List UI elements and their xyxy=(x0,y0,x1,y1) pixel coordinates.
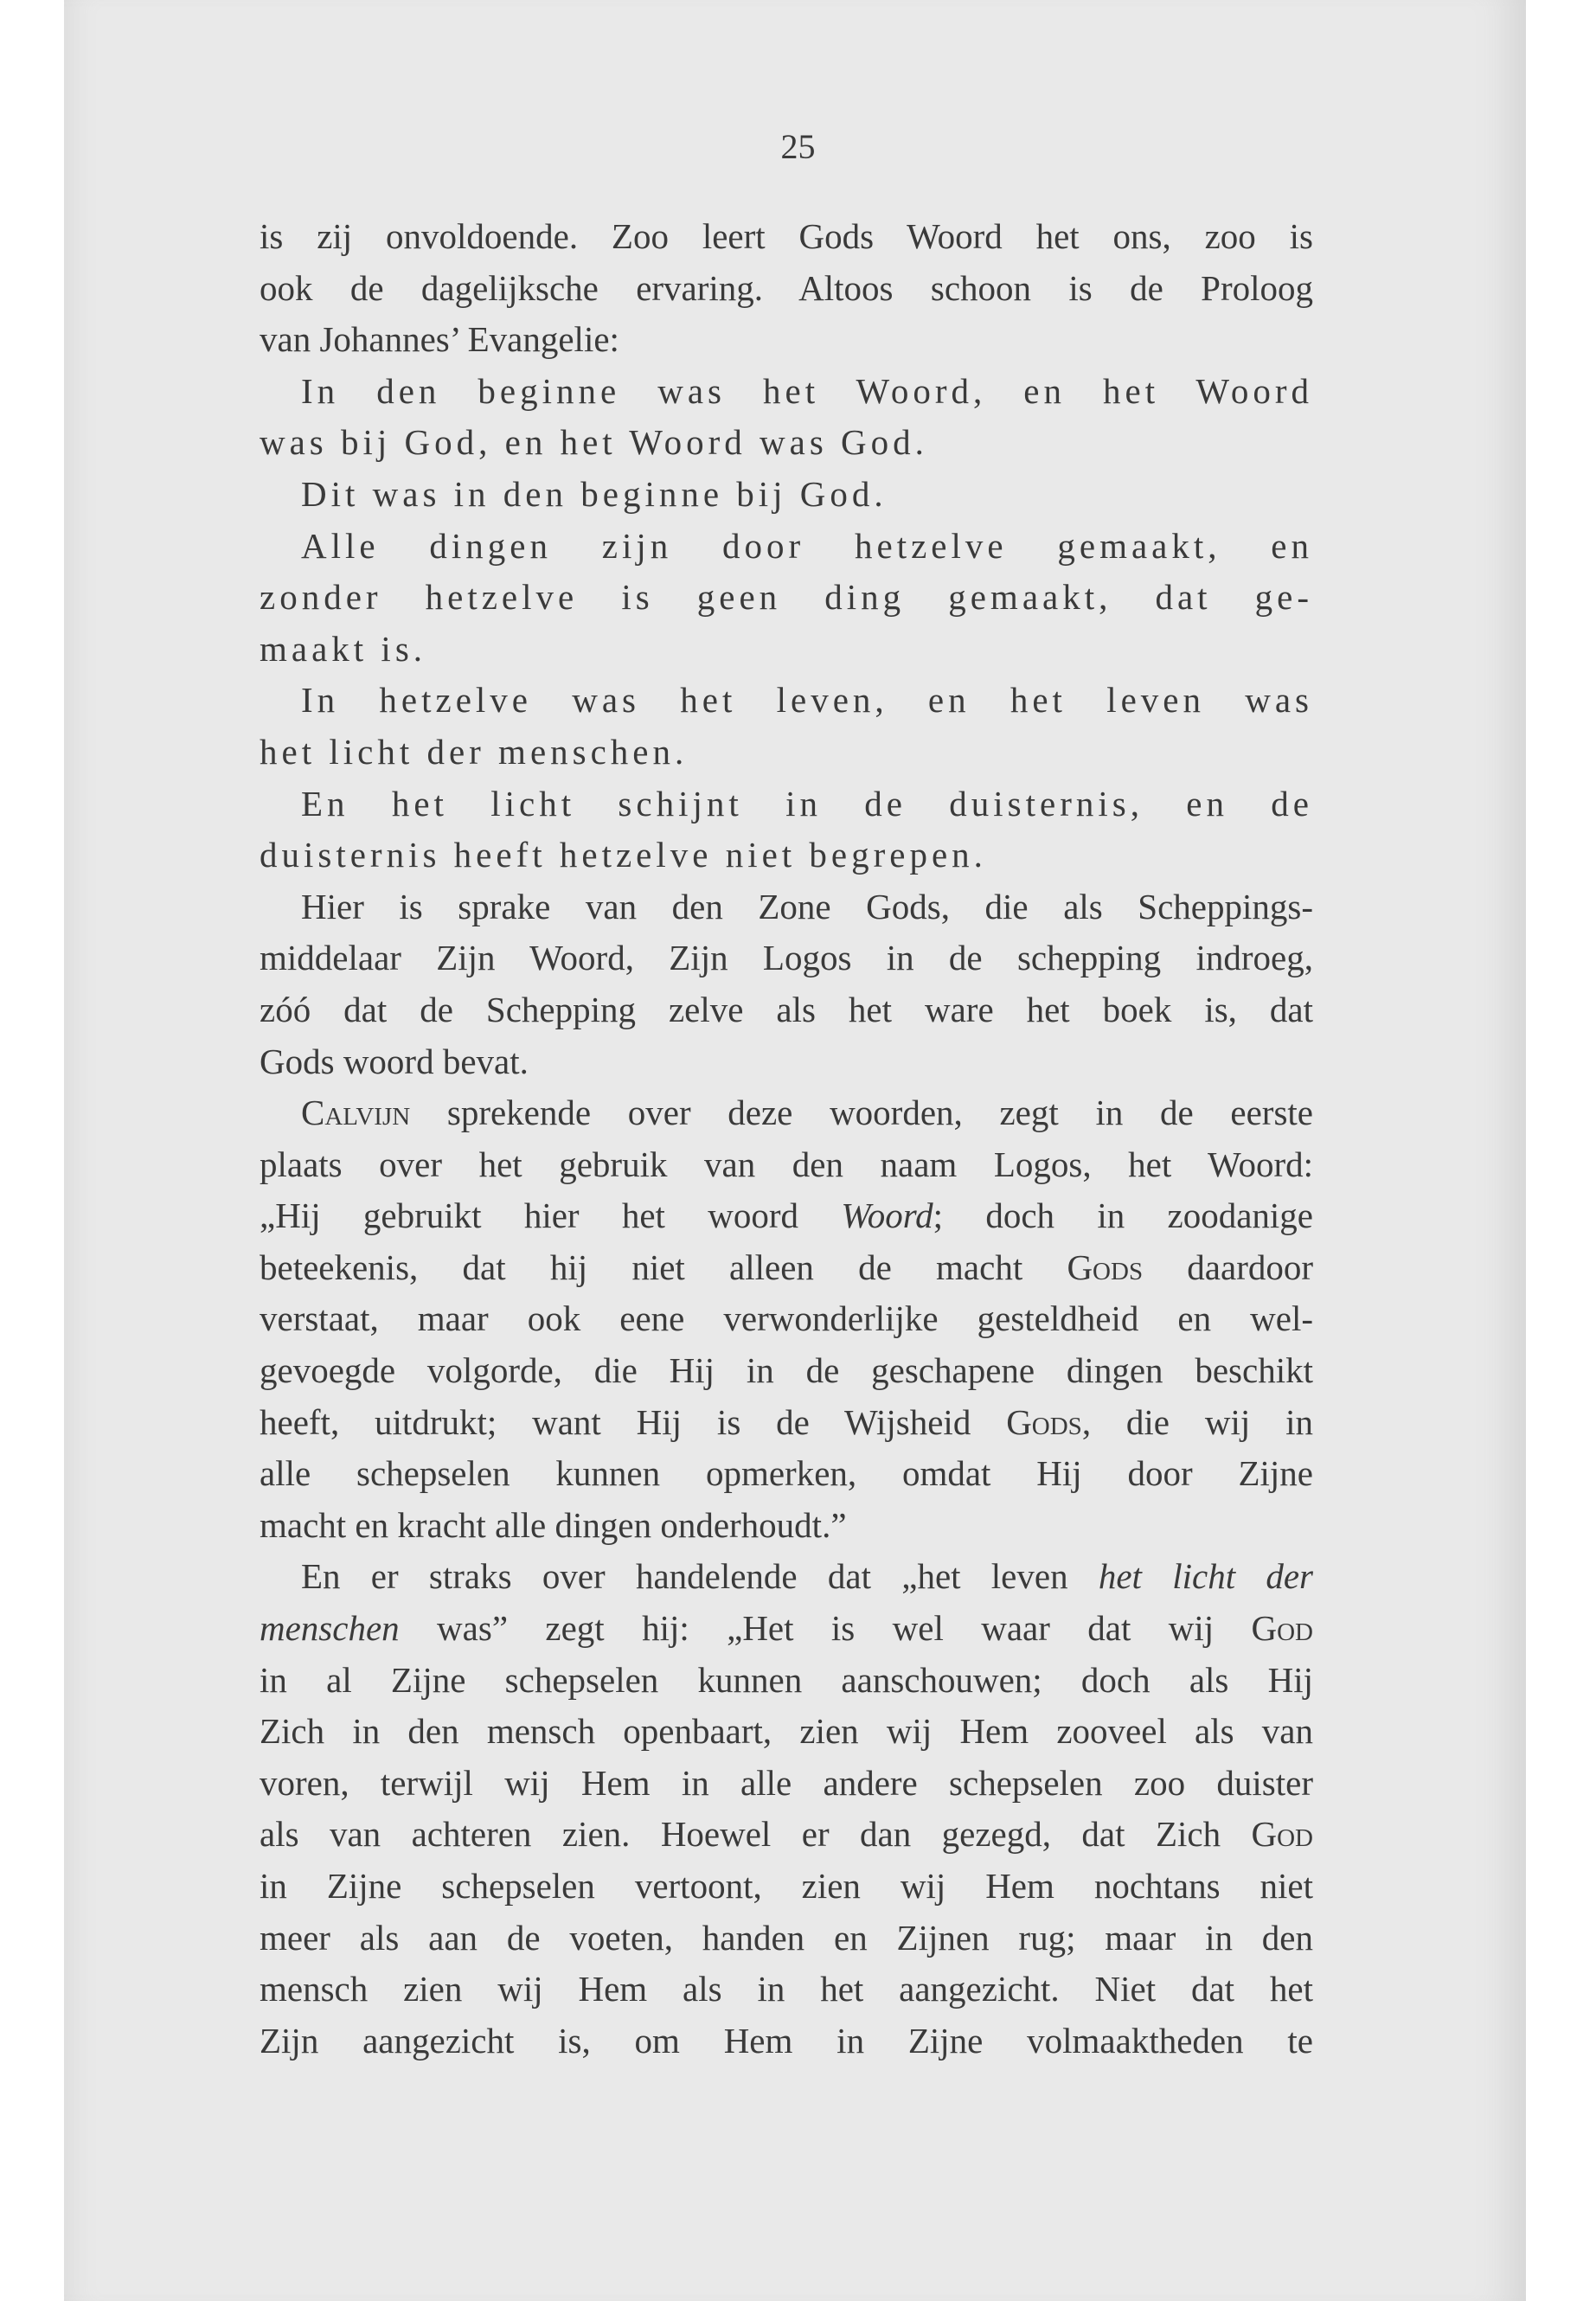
italic-word: Woord xyxy=(841,1195,933,1236)
page-number: 25 xyxy=(780,127,816,166)
text-line: Gods woord bevat. xyxy=(260,1041,529,1081)
text-run: , die wij in xyxy=(1081,1401,1314,1442)
text-line: Zijn aangezicht is, om Hem in Zijne volmaaktheden te xyxy=(260,2020,1313,2061)
small-caps-word: God xyxy=(1251,1814,1313,1855)
text-line: macht en kracht alle dingen onderhoudt.” xyxy=(260,1504,847,1545)
text-line xyxy=(260,1809,1313,1861)
text-run: heeft, uitdrukt; want Hij is de Wijsheid xyxy=(260,1401,1007,1442)
text-line: zóó dat de Schepping zelve als het ware het boek is, dat xyxy=(260,989,1313,1029)
quote-line: Alle dingen zijn door hetzelve gemaakt, en xyxy=(301,525,1313,566)
text-run: ; doch in zoodanige xyxy=(933,1195,1313,1236)
text-line: ook de dagelijksche ervaring. Altoos schoon is de Proloog xyxy=(260,267,1313,308)
italic-word: menschen xyxy=(260,1608,400,1649)
text-line xyxy=(260,1190,1313,1242)
quote-line: zonder hetzelve is geen ding gemaakt, dat ge- xyxy=(260,577,1313,618)
text-run: was” zegt hij: „Het is wel waar dat wij xyxy=(399,1608,1252,1649)
text-line: voren, terwijl wij Hem in alle andere schepselen zoo duister xyxy=(260,1762,1313,1803)
quote-line: Dit was in den beginne bij God. xyxy=(301,473,888,514)
text-line: verstaat, maar ook eene verwonderlijke gesteldheid en wel- xyxy=(260,1298,1313,1339)
text-line xyxy=(260,1397,1313,1449)
small-caps-word: Gods xyxy=(1006,1401,1082,1442)
text-line: in Zijne schepselen vertoont, zien wij Hem nochtans niet xyxy=(260,1866,1313,1906)
text-run: „Hij gebruikt hier het woord xyxy=(260,1195,842,1236)
text-line: van Johannes’ Evangelie: xyxy=(260,319,619,360)
text-line: in al Zijne schepselen kunnen aanschouwen; doch als Hij xyxy=(260,1659,1313,1700)
quote-line: duisternis heeft hetzelve niet begrepen. xyxy=(260,835,987,875)
text-line xyxy=(260,1551,1313,1603)
text-line: mensch zien wij Hem als in het aangezicht. Niet dat het xyxy=(260,1969,1313,2009)
text-line xyxy=(260,1242,1313,1294)
small-caps-word: God xyxy=(1251,1608,1313,1649)
text-line: plaats over het gebruik van den naam Logos, het Woord: xyxy=(260,1144,1313,1184)
quote-line: En het licht schijnt in de duisternis, en de xyxy=(301,783,1313,824)
quote-line: maakt is. xyxy=(260,628,427,669)
text-run: sprekende over deze woorden, zegt in de eerste xyxy=(410,1093,1313,1133)
text-line: gevoegde volgorde, die Hij in de geschapene dingen beschikt xyxy=(260,1350,1313,1391)
text-run: daardoor xyxy=(1143,1247,1314,1287)
page-text xyxy=(260,211,1313,2067)
text-line: Zich in den mensch openbaart, zien wij Hem zooveel als van xyxy=(260,1711,1313,1752)
text-run: beteekenis, dat hij niet alleen de macht xyxy=(260,1247,1067,1287)
quote-line: het licht der menschen. xyxy=(260,731,689,772)
text-run: En er straks over handelende dat „het leven xyxy=(301,1556,1099,1597)
quote-line: In den beginne was het Woord, en het Woord xyxy=(301,370,1313,411)
text-line xyxy=(260,1603,1313,1655)
italic-phrase: het licht der xyxy=(1098,1556,1313,1597)
text-line: is zij onvoldoende. Zoo leert Gods Woord het ons, zoo is xyxy=(260,216,1313,256)
text-line: alle schepselen kunnen opmerken, omdat Hij door Zijne xyxy=(260,1453,1313,1494)
author-name: Calvijn xyxy=(301,1093,411,1133)
scan-margin xyxy=(1526,0,1596,2301)
text-line: middelaar Zijn Woord, Zijn Logos in de schepping indroeg, xyxy=(260,938,1313,978)
text-run: als van achteren zien. Hoewel er dan gezegd, dat Zich xyxy=(260,1814,1252,1855)
text-line: Hier is sprake van den Zone Gods, die als Scheppings- xyxy=(301,886,1313,926)
text-line: meer als aan de voeten, handen en Zijnen rug; maar in den xyxy=(260,1917,1313,1958)
text-line xyxy=(260,1087,1313,1139)
quote-line: was bij God, en het Woord was God. xyxy=(260,422,928,463)
small-caps-word: Gods xyxy=(1067,1247,1144,1287)
quote-line: In hetzelve was het leven, en het leven was xyxy=(301,680,1313,721)
